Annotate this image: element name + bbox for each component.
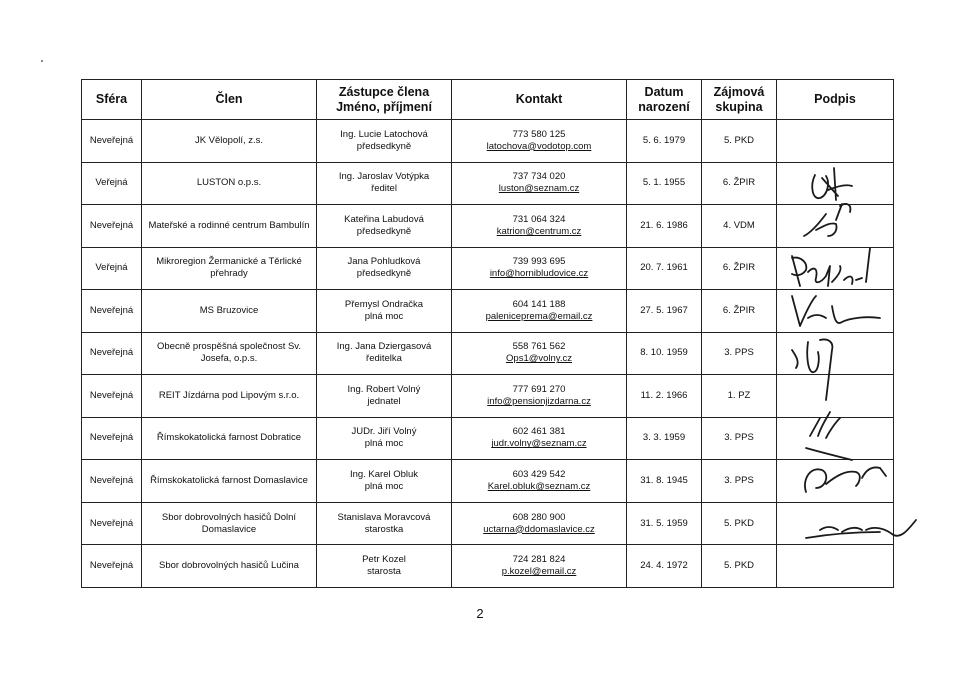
header-datum xyxy=(627,80,702,120)
table-row xyxy=(82,375,894,418)
contact-phone: 773 580 125 xyxy=(512,128,566,140)
contact-email: uctarna@ddomaslavice.cz xyxy=(483,523,595,535)
representative-name: Ing. Jaroslav Votýpka xyxy=(338,171,430,183)
header-sfera: Sféra xyxy=(82,80,142,120)
cell-clen: LUSTON o.p.s. xyxy=(142,162,317,205)
cell-clen: Římskokatolická farnost Domaslavice xyxy=(142,460,317,503)
header-datum-line1: Datum xyxy=(644,84,684,99)
header-datum-line2: narození xyxy=(638,99,690,114)
representative-name: Přemysl Ondračka xyxy=(344,298,424,310)
cell-podpis xyxy=(777,162,894,205)
cell-sfera: Neveřejná xyxy=(82,460,142,503)
cell-zajmova-skupina: 5. PKD xyxy=(702,545,777,588)
cell-zastupce xyxy=(317,502,452,545)
representative-role: předsedkyně xyxy=(356,225,412,237)
contact-phone: 777 691 270 xyxy=(512,383,566,395)
cell-podpis xyxy=(777,375,894,418)
cell-podpis xyxy=(777,332,894,375)
cell-kontakt xyxy=(452,332,627,375)
cell-zastupce xyxy=(317,332,452,375)
cell-kontakt xyxy=(452,545,627,588)
cell-zastupce xyxy=(317,375,452,418)
cell-sfera: Neveřejná xyxy=(82,120,142,163)
representative-role: plná moc xyxy=(364,438,404,450)
table-row xyxy=(82,460,894,503)
header-zastupce-line2: Jméno, příjmení xyxy=(336,99,432,114)
cell-datum-narozeni: 11. 2. 1966 xyxy=(627,375,702,418)
representative-role: předsedkyně xyxy=(356,268,412,280)
cell-sfera: Neveřejná xyxy=(82,502,142,545)
contact-email: info@pensionjizdarna.cz xyxy=(487,395,591,407)
header-zastupce xyxy=(317,80,452,120)
cell-kontakt xyxy=(452,162,627,205)
cell-sfera: Neveřejná xyxy=(82,290,142,333)
contact-phone: 737 734 020 xyxy=(512,171,566,183)
cell-zajmova-skupina: 5. PKD xyxy=(702,120,777,163)
cell-podpis xyxy=(777,417,894,460)
contact-phone: 608 280 900 xyxy=(512,511,566,523)
contact-email: judr.volny@seznam.cz xyxy=(491,438,587,450)
cell-sfera: Neveřejná xyxy=(82,205,142,248)
contact-email: p.kozel@email.cz xyxy=(501,566,577,578)
contact-phone: 558 761 562 xyxy=(512,341,566,353)
contact-email: luston@seznam.cz xyxy=(498,183,580,195)
cell-kontakt xyxy=(452,502,627,545)
header-kontakt: Kontakt xyxy=(452,80,627,120)
representative-role: plná moc xyxy=(364,481,404,493)
representative-name: Kateřina Labudová xyxy=(344,213,424,225)
representative-name: Ing. Karel Obluk xyxy=(349,469,419,481)
contact-email: info@hornibludovice.cz xyxy=(489,268,589,280)
cell-podpis xyxy=(777,502,894,545)
cell-clen: Obecně prospěšná společnost Sv. Josefa, o.p.s. xyxy=(142,332,317,375)
cell-kontakt xyxy=(452,290,627,333)
cell-clen: MS Bruzovice xyxy=(142,290,317,333)
representative-role: jednatel xyxy=(367,395,401,407)
cell-sfera: Neveřejná xyxy=(82,375,142,418)
scan-speck xyxy=(41,60,43,62)
representative-name: Stanislava Moravcová xyxy=(337,511,431,523)
cell-clen: REIT Jízdárna pod Lipovým s.r.o. xyxy=(142,375,317,418)
cell-podpis xyxy=(777,460,894,503)
cell-kontakt xyxy=(452,417,627,460)
header-zajmova-line2: skupina xyxy=(715,99,763,114)
cell-sfera: Neveřejná xyxy=(82,545,142,588)
cell-datum-narozeni: 21. 6. 1986 xyxy=(627,205,702,248)
representative-name: Petr Kozel xyxy=(362,554,406,566)
header-zastupce-line1: Zástupce člena xyxy=(338,84,430,99)
contact-email: latochova@vodotop.com xyxy=(486,140,592,152)
contact-phone: 604 141 188 xyxy=(512,298,566,310)
cell-datum-narozeni: 20. 7. 1961 xyxy=(627,247,702,290)
page-number: 2 xyxy=(476,606,484,621)
cell-sfera: Veřejná xyxy=(82,162,142,205)
cell-kontakt xyxy=(452,120,627,163)
cell-sfera: Neveřejná xyxy=(82,332,142,375)
representative-role: starostka xyxy=(364,523,404,535)
cell-zajmova-skupina: 4. VDM xyxy=(702,205,777,248)
header-clen: Člen xyxy=(142,80,317,120)
cell-podpis xyxy=(777,290,894,333)
cell-kontakt xyxy=(452,460,627,503)
table-body xyxy=(82,120,894,588)
contact-email: Ops1@volny.cz xyxy=(506,353,572,365)
representative-role: předsedkyně xyxy=(356,140,412,152)
cell-zajmova-skupina: 1. PZ xyxy=(702,375,777,418)
table-row xyxy=(82,205,894,248)
member-roster-table xyxy=(81,79,894,588)
representative-name: Jana Pohludková xyxy=(347,256,421,268)
table-row xyxy=(82,545,894,588)
contact-phone: 603 429 542 xyxy=(512,469,566,481)
representative-role: plná moc xyxy=(364,310,404,322)
cell-sfera: Neveřejná xyxy=(82,417,142,460)
table-row xyxy=(82,162,894,205)
contact-phone: 602 461 381 xyxy=(512,426,566,438)
cell-datum-narozeni: 24. 4. 1972 xyxy=(627,545,702,588)
cell-datum-narozeni: 5. 1. 1955 xyxy=(627,162,702,205)
contact-email: Karel.obluk@seznam.cz xyxy=(487,481,591,493)
cell-zajmova-skupina: 3. PPS xyxy=(702,460,777,503)
cell-kontakt xyxy=(452,247,627,290)
table-row xyxy=(82,502,894,545)
representative-name: JUDr. Jiří Volný xyxy=(351,426,417,438)
contact-phone: 731 064 324 xyxy=(512,213,566,225)
cell-kontakt xyxy=(452,205,627,248)
contact-phone: 739 993 695 xyxy=(512,256,566,268)
cell-datum-narozeni: 27. 5. 1967 xyxy=(627,290,702,333)
cell-clen: JK Vělopolí, z.s. xyxy=(142,120,317,163)
representative-role: starosta xyxy=(367,566,401,578)
representative-name: Ing. Jana Dziergasová xyxy=(336,341,432,353)
contact-email: paleniceprema@email.cz xyxy=(485,310,593,322)
table-row xyxy=(82,417,894,460)
cell-zajmova-skupina: 3. PPS xyxy=(702,332,777,375)
cell-podpis xyxy=(777,545,894,588)
cell-datum-narozeni: 3. 3. 1959 xyxy=(627,417,702,460)
cell-zastupce xyxy=(317,417,452,460)
cell-podpis xyxy=(777,205,894,248)
cell-clen: Sbor dobrovolných hasičů Dolní Domaslavice xyxy=(142,502,317,545)
cell-zastupce xyxy=(317,247,452,290)
table-row xyxy=(82,290,894,333)
table-header-row xyxy=(82,80,894,120)
representative-role: ředitelka xyxy=(366,353,402,365)
cell-zajmova-skupina: 3. PPS xyxy=(702,417,777,460)
cell-datum-narozeni: 8. 10. 1959 xyxy=(627,332,702,375)
cell-zastupce xyxy=(317,460,452,503)
cell-zajmova-skupina: 6. ŽPIR xyxy=(702,162,777,205)
contact-phone: 724 281 824 xyxy=(512,554,566,566)
cell-zajmova-skupina: 6. ŽPIR xyxy=(702,290,777,333)
cell-clen: Mikroregion Žermanické a Těrlické přehrady xyxy=(142,247,317,290)
cell-zastupce xyxy=(317,205,452,248)
cell-zastupce xyxy=(317,545,452,588)
cell-podpis xyxy=(777,247,894,290)
cell-zastupce xyxy=(317,120,452,163)
table-row xyxy=(82,332,894,375)
header-zajmova-line1: Zájmová xyxy=(713,84,765,99)
cell-datum-narozeni: 5. 6. 1979 xyxy=(627,120,702,163)
cell-kontakt xyxy=(452,375,627,418)
cell-zajmova-skupina: 5. PKD xyxy=(702,502,777,545)
contact-email: katrion@centrum.cz xyxy=(496,225,582,237)
table-row xyxy=(82,247,894,290)
table-row xyxy=(82,120,894,163)
cell-clen: Mateřské a rodinné centrum Bambulín xyxy=(142,205,317,248)
cell-sfera: Veřejná xyxy=(82,247,142,290)
cell-clen: Římskokatolická farnost Dobratice xyxy=(142,417,317,460)
cell-datum-narozeni: 31. 8. 1945 xyxy=(627,460,702,503)
cell-zajmova-skupina: 6. ŽPIR xyxy=(702,247,777,290)
header-zajmova-skupina xyxy=(702,80,777,120)
cell-zastupce xyxy=(317,290,452,333)
representative-name: Ing. Lucie Latochová xyxy=(340,128,428,140)
cell-datum-narozeni: 31. 5. 1959 xyxy=(627,502,702,545)
cell-podpis xyxy=(777,120,894,163)
header-podpis: Podpis xyxy=(777,80,894,120)
representative-name: Ing. Robert Volný xyxy=(347,383,421,395)
representative-role: ředitel xyxy=(371,183,397,195)
cell-zastupce xyxy=(317,162,452,205)
cell-clen: Sbor dobrovolných hasičů Lučina xyxy=(142,545,317,588)
